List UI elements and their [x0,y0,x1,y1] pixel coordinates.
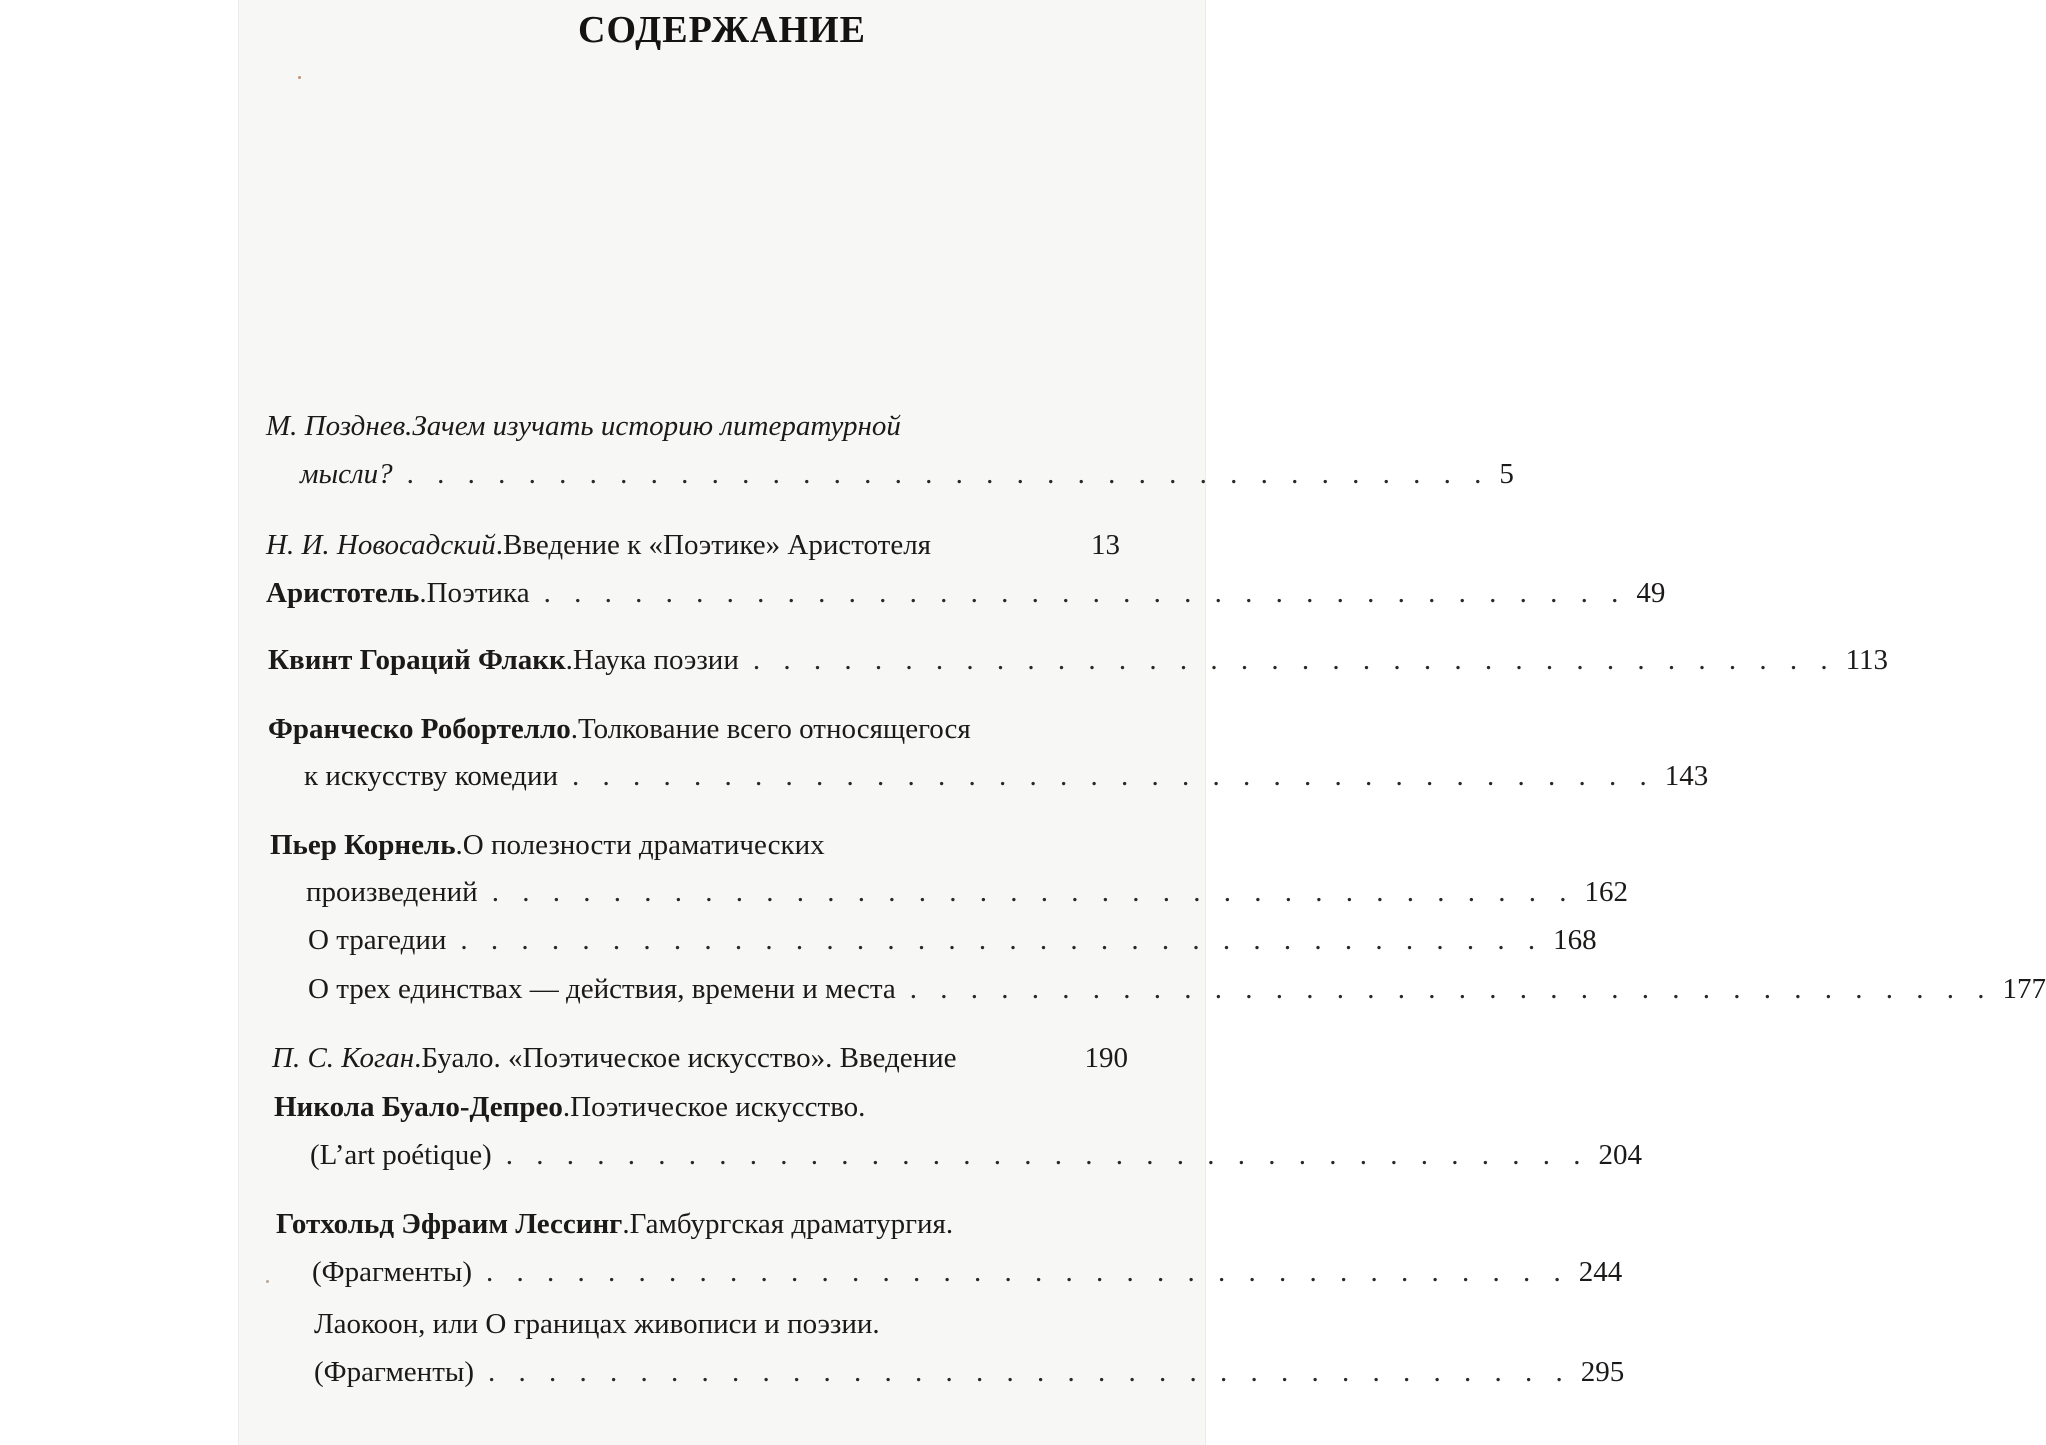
toc-entry-line [310,1137,1642,1173]
toc-leader-dots: . . . . . . . . . . . . . . . . . . . . . . . . . . . . . . . . . . . . [486,1256,1569,1288]
toc-title: Наука поэзии [572,644,739,676]
page-title: СОДЕРЖАНИЕ [578,9,866,51]
paper-speck [298,76,301,79]
toc-title: Буало. «Поэтическое искусство». Введение [421,1042,957,1074]
toc-separator: . [570,713,579,745]
toc-entry-line [268,642,1889,678]
toc-author: Никола Буало-Депрео [274,1091,563,1123]
toc-author: Франческо Робортелло [268,713,571,745]
toc-entry-line [308,971,2046,1007]
book-page [238,0,2046,1445]
toc-leader-dots: . . . . . . . . . . . . . . . . . . . . . . . . . . . . . . . . . . . . [543,577,1627,609]
toc-leader-dots: . . . . . . . . . . . . . . . . . . . . . . . . . . . . . . . . . . . . [571,760,1655,792]
toc-separator: . [495,529,504,561]
toc-leader-dots: . . . . . . . . . . . . . . . . . . . . . . . . . . . . . . . . . . . . [406,458,1490,490]
toc-title: Лаокоон, или О границах живописи и поэзии. [314,1308,880,1340]
paper-speck [266,1280,269,1283]
toc-entry-line [272,1040,1128,1076]
toc-entry-line [270,827,1110,863]
toc-entry-line [314,1354,1625,1390]
toc-page-number: 113 [1845,644,1889,676]
toc-title: (Фрагменты) [312,1256,473,1288]
toc-title: Гамбургская драматургия. [629,1208,954,1240]
toc-entry-line [266,527,1120,563]
toc-separator: . [565,644,573,676]
toc-separator: . [414,1042,422,1074]
toc-entry-line [300,456,1514,492]
toc-leader-dots: . . . . . . . . . . . . . . . . . . . . . . . . . . . . . . . . . . . . [460,924,1544,956]
toc-author: Квинт Гораций Флакк [268,644,566,676]
toc-separator: . [562,1091,571,1123]
toc-author: Аристотель [266,577,420,609]
toc-page-number: 190 [1084,1042,1128,1074]
toc-author: Готхольд Эфраим Лессинг [276,1208,623,1240]
toc-title: (L’art poétique) [310,1139,492,1171]
toc-separator: . [405,410,413,442]
toc-title: произведений [306,876,478,908]
toc-entry-line [306,874,1628,910]
toc-page-number: 295 [1580,1356,1625,1388]
toc-entry-line [266,575,1666,611]
toc-page-number: 204 [1598,1139,1642,1171]
toc-page-number: 13 [1091,529,1120,561]
toc-author: М. Позднев [266,410,406,442]
toc-author: Пьер Корнель [270,829,456,861]
toc-title: к искусству комедии [304,760,558,792]
toc-title: Толкование всего относящегося [578,713,971,745]
toc-title: Введение к «Поэтике» Аристотеля [503,529,932,561]
toc-title: Поэтическое искусство. [570,1091,866,1123]
toc-page-number: 5 [1499,458,1514,490]
toc-separator: . [419,577,427,609]
toc-entry-line [274,1089,1114,1125]
toc-title: О полезности драматических [462,829,825,861]
toc-title: Зачем изучать историю литературной [412,410,901,442]
toc-page-number: 49 [1636,577,1666,609]
toc-separator: . [455,829,463,861]
toc-page-number: 177 [2002,973,2046,1005]
toc-entry-line [268,711,1148,747]
toc-entry-line [312,1254,1623,1290]
toc-author: П. С. Коган [272,1042,415,1074]
toc-page-number: 143 [1664,760,1709,792]
toc-entry-line [308,922,1597,958]
toc-entry-line [266,408,1066,444]
toc-leader-dots: . . . . . . . . . . . . . . . . . . . . . . . . . . . . . . . . . . . . [909,973,1993,1005]
toc-leader-dots: . . . . . . . . . . . . . . . . . . . . . . . . . . . . . . . . . . . . [491,876,1575,908]
toc-page-number: 162 [1584,876,1628,908]
toc-entry-line [304,758,1709,794]
toc-separator: . [622,1208,630,1240]
toc-entry-line [314,1306,1114,1342]
toc-leader-dots: . . . . . . . . . . . . . . . . . . . . . . . . . . . . . . . . . . . . [752,644,1836,676]
toc-leader-dots: . . . . . . . . . . . . . . . . . . . . . . . . . . . . . . . . . . . . [505,1139,1589,1171]
toc-author: Н. И. Новосадский [266,529,496,561]
toc-title: мысли? [300,458,393,490]
toc-leader-dots: . . . . . . . . . . . . . . . . . . . . . . . . . . . . . . . . . . . . [488,1356,1571,1388]
toc-title: (Фрагменты) [314,1356,475,1388]
toc-page-number: 244 [1578,1256,1623,1288]
toc-entry-line [276,1206,1136,1242]
toc-page-number: 168 [1553,924,1597,956]
toc-title: Поэтика [426,577,530,609]
toc-title: О трагедии [308,924,447,956]
toc-title: О трех единствах — действия, времени и места [308,973,896,1005]
